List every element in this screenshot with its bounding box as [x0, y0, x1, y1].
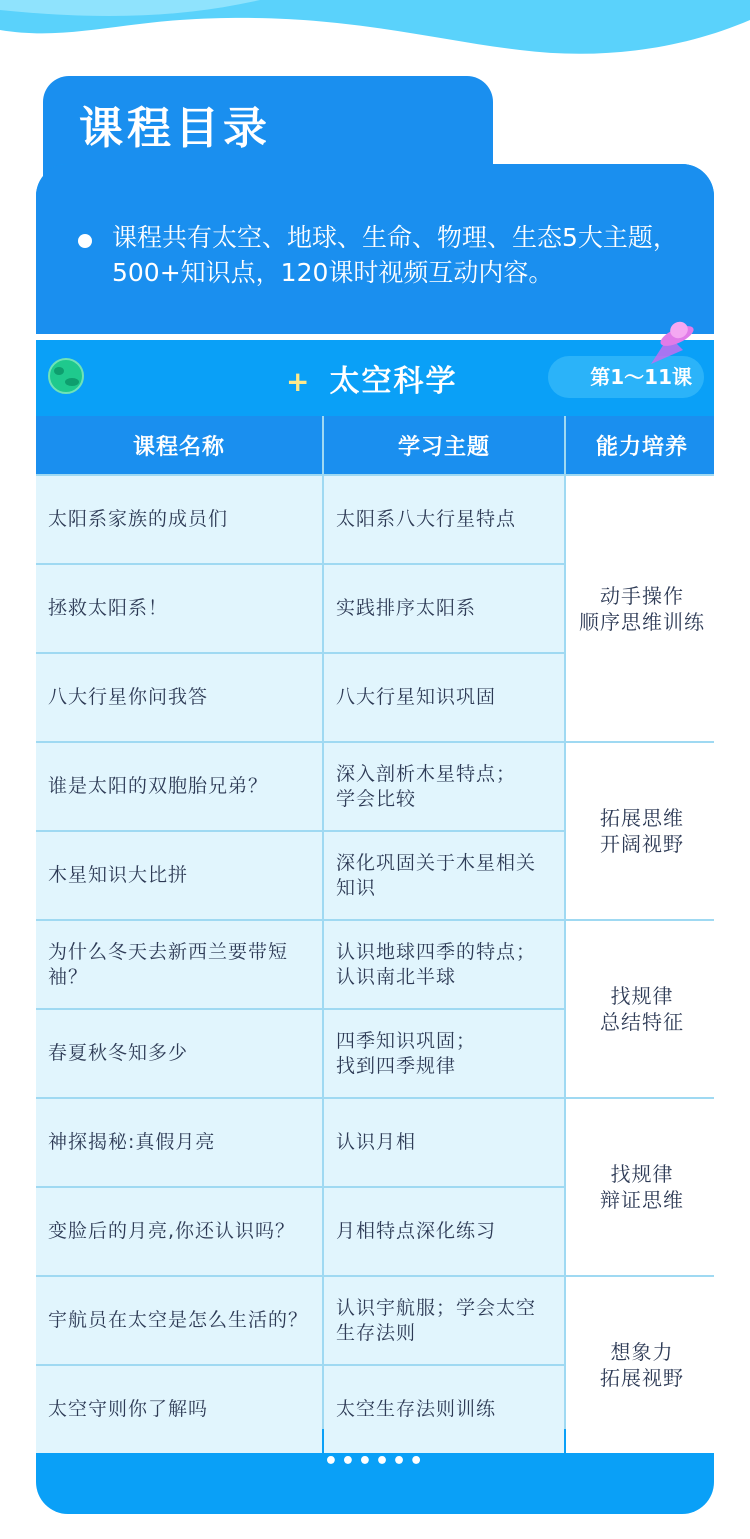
learning-topic-cell: 八大行星知识巩固	[324, 654, 564, 741]
learning-topic-cell: 深化巩固关于木星相关知识	[324, 832, 564, 919]
planet-icon	[48, 358, 84, 394]
intro-text: 课程共有太空、地球、生命、物理、生态5大主题，500+知识点，120课时视频互动内容。	[112, 223, 678, 287]
course-name-cell: 宇航员在太空是怎么生活的？	[36, 1277, 322, 1364]
learning-topic-cell: 月相特点深化练习	[324, 1188, 564, 1275]
course-name-cell: 拯救太阳系！	[36, 565, 322, 652]
course-name-cell: 八大行星你问我答	[36, 654, 322, 741]
header-learning-topic: 学习主题	[324, 416, 564, 474]
ability-cell: 拓展思维 开阔视野	[566, 743, 714, 919]
section-title	[286, 356, 457, 400]
learning-topic-cell: 认识宇航服；学会太空生存法则	[324, 1277, 564, 1364]
learning-topic-cell: 深入剖析木星特点； 学会比较	[324, 743, 564, 830]
ufo-icon	[641, 316, 697, 368]
learning-topic-cell: 实践排序太阳系	[324, 565, 564, 652]
course-table	[36, 416, 714, 1429]
course-name-cell: 太阳系家族的成员们	[36, 476, 322, 563]
section-header	[36, 340, 714, 416]
learning-topic-cell: 认识月相	[324, 1099, 564, 1186]
header-ability: 能力培养	[566, 416, 714, 474]
bullet-icon	[78, 234, 92, 248]
ability-cell: 找规律 辩证思维	[566, 1099, 714, 1275]
course-name-cell: 木星知识大比拼	[36, 832, 322, 919]
learning-topic-cell: 四季知识巩固； 找到四季规律	[324, 1010, 564, 1097]
course-name-cell: 谁是太阳的双胞胎兄弟？	[36, 743, 322, 830]
plus-icon: +	[286, 365, 312, 398]
ability-cell: 找规律 总结特征	[566, 921, 714, 1097]
course-name-cell: 春夏秋冬知多少	[36, 1010, 322, 1097]
lesson-range-badge: 第1～11课	[548, 356, 704, 398]
course-name-cell: 为什么冬天去新西兰要带短袖？	[36, 921, 322, 1008]
course-name-cell: 变脸后的月亮,你还认识吗？	[36, 1188, 322, 1275]
course-name-cell: 太空守则你了解吗	[36, 1366, 322, 1453]
intro-panel	[36, 164, 714, 334]
course-name-cell: 神探揭秘:真假月亮	[36, 1099, 322, 1186]
header-course-name: 课程名称	[36, 416, 322, 474]
page-title: 课程目录	[79, 103, 271, 154]
more-indicator: ••••••	[323, 1449, 427, 1474]
learning-topic-cell: 太阳系八大行星特点	[324, 476, 564, 563]
section-title-text: 太空科学	[329, 364, 458, 399]
ability-cell: 想象力 拓展视野	[566, 1277, 714, 1453]
ability-cell: 动手操作 顺序思维训练	[566, 476, 714, 741]
learning-topic-cell: 太空生存法则训练	[324, 1366, 564, 1453]
learning-topic-cell: 认识地球四季的特点； 认识南北半球	[324, 921, 564, 1008]
course-card	[36, 164, 714, 1514]
top-wave-decoration	[0, 0, 750, 70]
